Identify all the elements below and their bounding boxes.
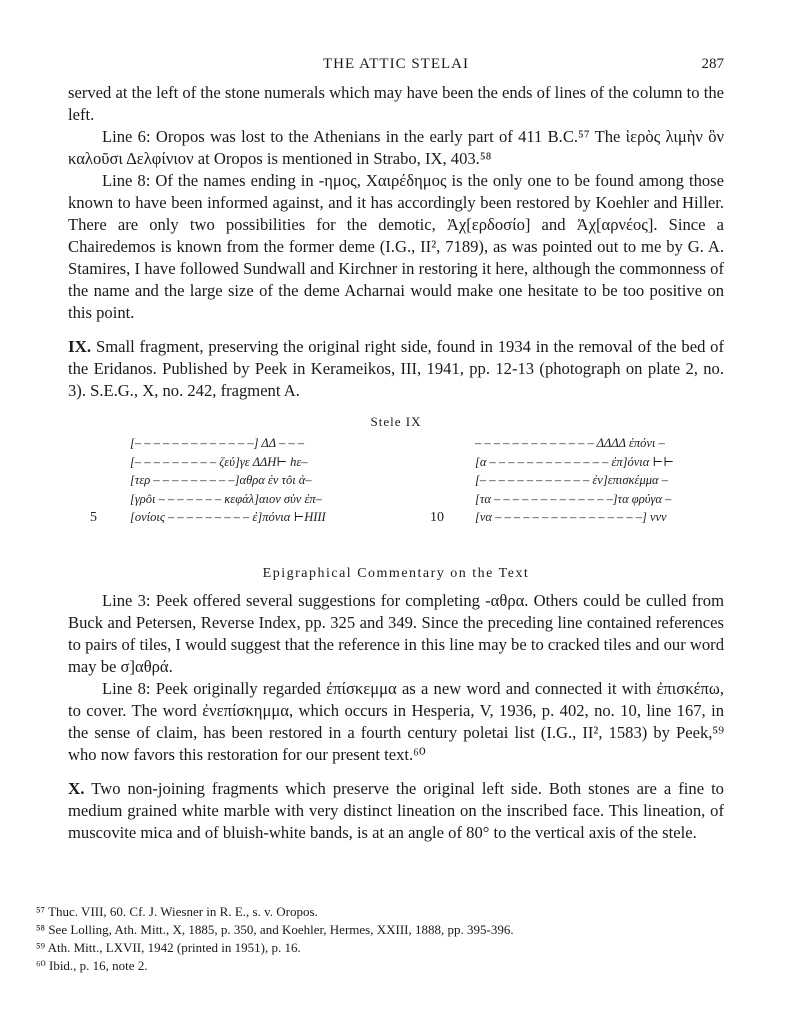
- running-header: [68, 56, 724, 82]
- footnote-58: ⁵⁸ See Lolling, Ath. Mitt., X, 1885, p. 350, and Koehler, Hermes, XXIII, 1888, pp. 395-396.: [36, 922, 514, 937]
- inscription-right-column: [475, 434, 674, 527]
- inscription-line: [ονίοις – – – – – – – – – ἐ]πόνια ⊢ΗΙΙΙ: [130, 510, 326, 525]
- line6-paragraph: Line 6: Oropos was lost to the Athenians in the early part of 411 B.C.⁵⁷ The ἱερὸς λιμὴν ὃν καλοῦσι Δελφίνιον at Oropos is mentioned in Strabo, IX, 403.⁵⁸: [68, 127, 724, 168]
- section-x-label: X.: [68, 779, 85, 798]
- footnote-60: ⁶⁰ Ibid., p. 16, note 2.: [36, 958, 148, 973]
- footnotes: [36, 903, 716, 975]
- inscription-line: [τερ – – – – – – – – –]αθρα ἐν τôι ἀ–: [130, 473, 312, 488]
- footnote-57: ⁵⁷ Thuc. VIII, 60. Cf. J. Wiesner in R. E., s. v. Oropos.: [36, 904, 318, 919]
- intro-paragraph: served at the left of the stone numerals which may have been the ends of lines of the column to the left.: [68, 83, 724, 124]
- inscription-line: [τα – – – – – – – – – – – – –]τα φρύγα –: [475, 491, 672, 506]
- page-number: 287: [701, 56, 724, 72]
- line-number-5: 5: [90, 510, 97, 525]
- inscription-line: [γρôι – – – – – – – κεφάλ]αιον σὺν ἐπ–: [130, 491, 322, 506]
- section-ix-text: Small fragment, preserving the original right side, found in 1934 in the removal of the bed of the Eridanos. Published by Peek in Kerameikos, III, 1941, pp. 12-13 (photograph on plate 2, no. 3). S.E.G., X, no. 242, fragment A.: [68, 337, 724, 400]
- inscription-line: [να – – – – – – – – – – – – – – – –] vvv: [475, 510, 667, 525]
- inscription-line: – – – – – – – – – – – – – ΔΔΔΔ ἐπόνι –: [475, 436, 665, 450]
- commentary-line3: Line 3: Peek offered several suggestions for completing -αθρα. Others could be culled from Buck and Petersen, Reverse Index, pp. 325 and 349. Since the preceding line contained references to pairs of tiles, I would suggest that the reference in this line may be to cracked tiles and our word may be σ]αθρά.: [68, 591, 724, 676]
- inscription-left-column: [130, 434, 326, 527]
- commentary-title: Epigraphical Commentary on the Text: [262, 566, 530, 581]
- section-ix-paragraph: [68, 336, 724, 402]
- stele-title: Stele IX: [370, 414, 422, 429]
- line8-paragraph: Line 8: Of the names ending in -ημος, Χαιρέδημος is the only one to be found among those known to have been informed against, and it has accordingly been restored by Koehler and Hiller. There are only two possibilities for the demotic, Ἀχ[ερδοσίο] and Ἀχ[αρνέος]. Since a Chairedemos is known from the former deme (I.G., II², 7189), as was pointed out to me by G. A. Stamires, I have followed Sundwall and Kirchner in restoring it here, although the commonness of the name and the large size of the deme Acharnai would make one hesitate to be too positive on this point.: [68, 171, 724, 322]
- inscription-block: [68, 434, 724, 554]
- line-number-10: 10: [430, 510, 444, 525]
- inscription-line: [– – – – – – – – – – – – –] ΔΔ – – –: [130, 436, 304, 450]
- section-x-text: Two non-joining fragments which preserve the original left side. Both stones are a fine to medium grained white marble with very distinct lineation on the inscribed face. This lineation, of muscovite mica and of bluish-white bands, is at an angle of 80° to the vertical axis of the stele.: [68, 779, 724, 842]
- inscription-line: [α – – – – – – – – – – – – – ἐπ]όνια ⊢⊢: [475, 454, 674, 469]
- page: [68, 56, 724, 844]
- inscription-line: [– – – – – – – – – – – – ἐν]επισκέμμα –: [475, 473, 668, 488]
- section-x-paragraph: [68, 778, 724, 844]
- commentary-line8: Line 8: Peek originally regarded ἐπίσκεμμα as a new word and connected it with ἐπισκέπω, to cover. The word ἐνεπίσκημμα, which occurs in Hesperia, V, 1936, p. 402, no. 10, line 167, in the sense of claim, has been restored in a fourth century poletai list (I.G., II², 1583) by Peek,⁵⁹ who now favors this restoration for our present text.⁶⁰: [68, 679, 724, 764]
- running-title: THE ATTIC STELAI: [323, 56, 469, 72]
- inscription-line: [– – – – – – – – – ζεύ]γε ΔΔΗ⊢ hε–: [130, 454, 308, 469]
- section-ix-label: IX.: [68, 337, 92, 356]
- footnote-59: ⁵⁹ Ath. Mitt., LXVII, 1942 (printed in 1951), p. 16.: [36, 940, 301, 955]
